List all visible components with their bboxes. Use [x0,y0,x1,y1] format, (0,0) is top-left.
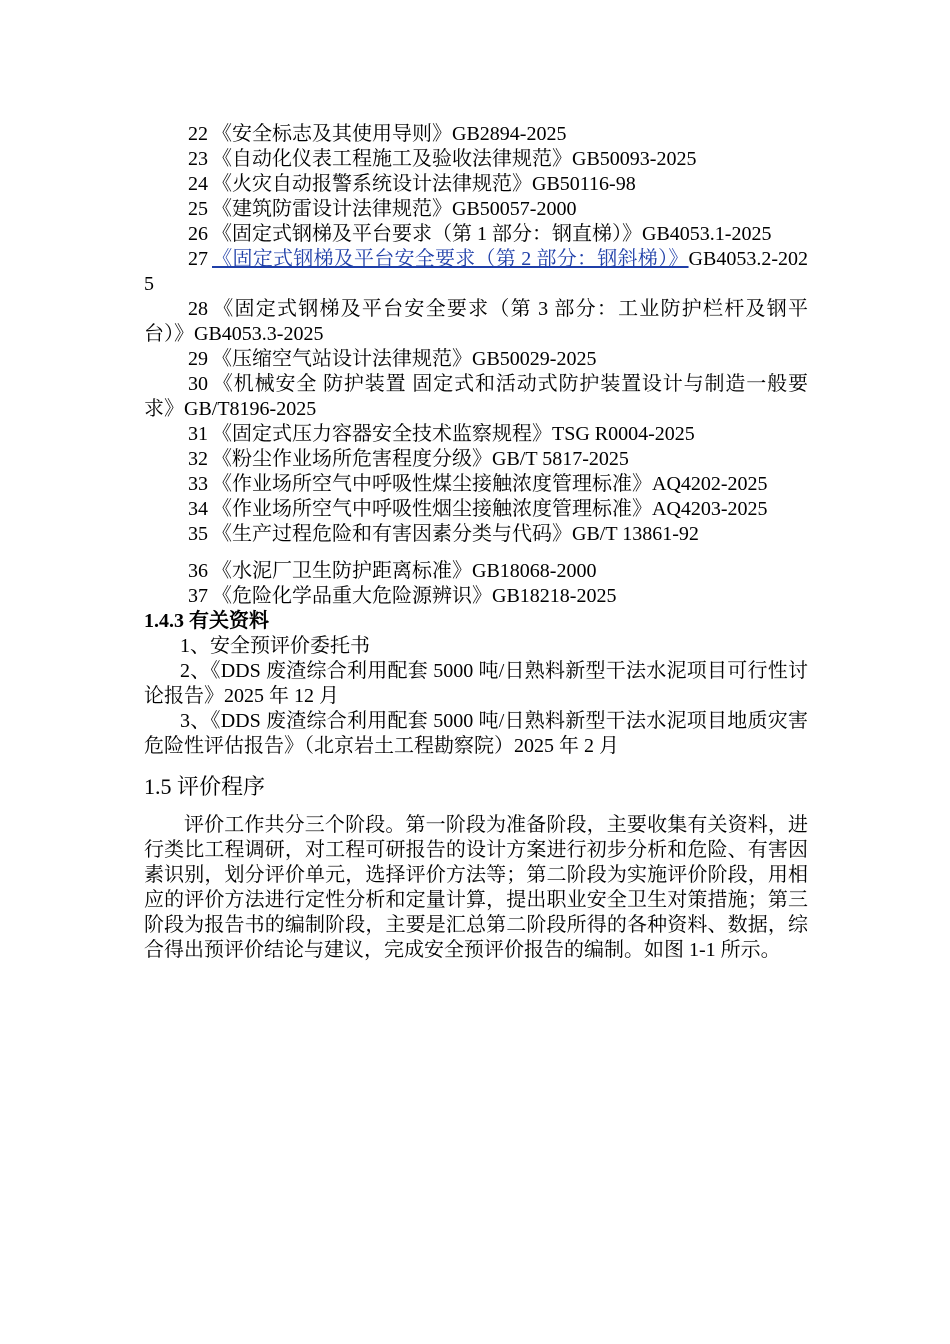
reference-code: GB4053.3-2025 [194,323,324,345]
reference-title: 《压缩空气站设计法律规范》 [212,348,472,370]
reference-code: GB50029-2025 [472,348,597,370]
reference-code: GB50057-2000 [452,198,577,220]
material-item-2: 2、《DDS 废渣综合利用配套 5000 吨/日熟料新型干法水泥项目可行性讨论报告》2025 年 12 月 [144,660,808,707]
section-heading-1-4-3: 1.4.3 有关资料 [144,610,269,632]
reference-code: GB2894-2025 [452,123,567,145]
reference-title: 《粉尘作业场所危害程度分级》 [212,448,492,470]
reference-item-30: 30 《机械安全 防护装置 固定式和活动式防护装置设计与制造一般要求》GB/T8196-2025 [144,373,808,420]
reference-code: GB/T 13861-92 [572,523,699,545]
reference-title: 《固定式钢梯及平台要求（第 1 部分：钢直梯）》 [212,223,642,245]
reference-code: GB/T 5817-2025 [492,448,629,470]
reference-item-24: 24 《火灾自动报警系统设计法律规范》GB50116-98 [188,173,636,195]
reference-item-36: 36 《水泥厂卫生防护距离标准》GB18068-2000 [188,560,597,582]
reference-code: AQ4202-2025 [652,473,768,495]
reference-title: 《建筑防雷设计法律规范》 [212,198,452,220]
reference-code: GB/T8196-2025 [184,398,317,420]
reference-item-32: 32 《粉尘作业场所危害程度分级》GB/T 5817-2025 [188,448,629,470]
reference-title: 《作业场所空气中呼吸性烟尘接触浓度管理标准》 [212,498,652,520]
evaluation-procedure-paragraph: 评价工作共分三个阶段。第一阶段为准备阶段，主要收集有关资料，进行类比工程调研，对工程可研报告的设计方案进行初步分析和危险、有害因素识别，划分评价单元，选择评价方法等；第二阶段为实施评价阶段，用相应的评价方法进行定性分析和定量计算，提出职业安全卫生对策措施；第三阶段为报告书的编制阶段，主要是汇总第二阶段所得的各种资料、数据，综合得出预评价结论与建议，完成安全预评价报告的编制。如图 1-1 所示。 [144,814,808,961]
reference-code: GB4053.2-2025 [144,248,808,295]
reference-item-28: 28 《固定式钢梯及平台安全要求（第 3 部分：工业防护栏杆及钢平台）》GB4053.3-2025 [144,298,808,345]
reference-title: 《作业场所空气中呼吸性煤尘接触浓度管理标准》 [212,473,652,495]
section-heading-1-5: 1.5 评价程序 [144,774,266,799]
reference-title: 《固定式压力容器安全技术监察规程》 [212,423,552,445]
reference-item-27: 27 《固定式钢梯及平台安全要求（第 2 部分：钢斜梯）》GB4053.2-2025 [144,248,808,295]
reference-item-35: 35 《生产过程危险和有害因素分类与代码》GB/T 13861-92 [188,523,699,545]
reference-code: GB50116-98 [532,173,636,195]
reference-code: GB50093-2025 [572,148,697,170]
reference-item-34: 34 《作业场所空气中呼吸性烟尘接触浓度管理标准》AQ4203-2025 [188,498,768,520]
reference-title: 《水泥厂卫生防护距离标准》 [212,560,472,582]
reference-code: TSG R0004-2025 [552,423,695,445]
reference-title: 《安全标志及其使用导则》 [212,123,452,145]
reference-link[interactable]: 《固定式钢梯及平台安全要求（第 2 部分：钢斜梯）》 [212,248,689,270]
reference-code: GB4053.1-2025 [642,223,772,245]
reference-code: AQ4203-2025 [652,498,768,520]
reference-code: GB18218-2025 [492,585,617,607]
reference-code: GB18068-2000 [472,560,597,582]
reference-item-23: 23 《自动化仪表工程施工及验收法律规范》GB50093-2025 [188,148,697,170]
reference-title: 《自动化仪表工程施工及验收法律规范》 [212,148,572,170]
document-page [144,122,808,963]
reference-item-31: 31 《固定式压力容器安全技术监察规程》TSG R0004-2025 [188,423,695,445]
reference-title: 《火灾自动报警系统设计法律规范》 [212,173,532,195]
reference-title: 《危险化学品重大危险源辨识》 [212,585,492,607]
reference-item-25: 25 《建筑防雷设计法律规范》GB50057-2000 [188,198,577,220]
reference-title: 《生产过程危险和有害因素分类与代码》 [212,523,572,545]
material-item-3: 3、《DDS 废渣综合利用配套 5000 吨/日熟料新型干法水泥项目地质灾害危险性评估报告》（北京岩土工程勘察院）2025 年 2 月 [144,710,808,757]
material-item-1: 1、安全预评价委托书 [180,635,370,657]
reference-title: 《机械安全 防护装置 固定式和活动式防护装置设计与制造一般要求》 [144,373,808,420]
reference-title: 《固定式钢梯及平台安全要求（第 3 部分：工业防护栏杆及钢平台）》 [144,298,808,345]
reference-item-33: 33 《作业场所空气中呼吸性煤尘接触浓度管理标准》AQ4202-2025 [188,473,768,495]
reference-item-22: 22 《安全标志及其使用导则》GB2894-2025 [188,123,567,145]
reference-item-26: 26 《固定式钢梯及平台要求（第 1 部分：钢直梯）》GB4053.1-2025 [188,223,772,245]
reference-item-29: 29 《压缩空气站设计法律规范》GB50029-2025 [188,348,597,370]
reference-item-37: 37 《危险化学品重大危险源辨识》GB18218-2025 [188,585,617,607]
